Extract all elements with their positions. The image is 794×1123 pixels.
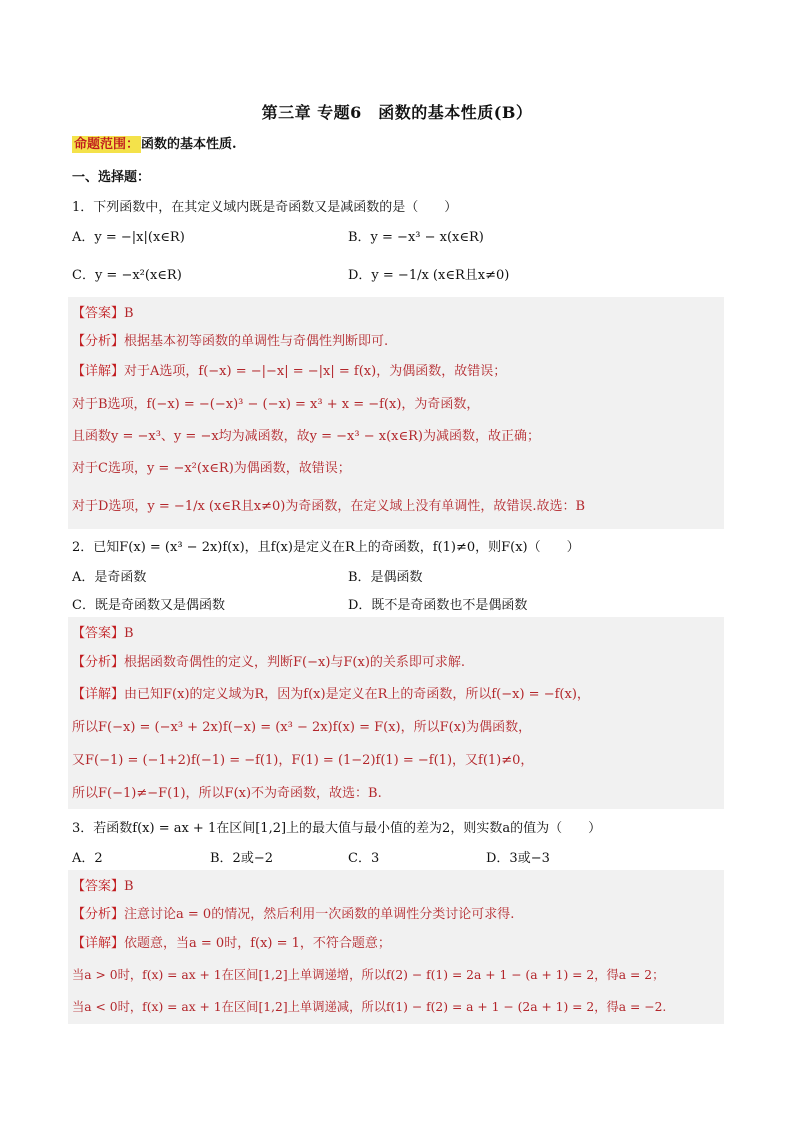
- q2-detail-4: 所以F(−1)≠−F(1)，所以F(x)不为奇函数，故选：B.: [72, 786, 382, 801]
- q2-option-d: D．既不是奇函数也不是偶函数: [348, 598, 528, 613]
- q3-option-b: B．2或−2: [210, 851, 273, 866]
- q1-stem: 1．下列函数中，在其定义域内既是奇函数又是减函数的是（ ）: [72, 200, 458, 215]
- q2-stem: 2．已知F(x) = (x³ − 2x)f(x)，且f(x)是定义在R上的奇函数，f(1)≠0，则F(x)（ ）: [72, 540, 580, 555]
- scope-line: [72, 133, 237, 152]
- q1-detail-2: 对于B选项，f(−x) = −(−x)³ − (−x) = x³ + x = −f(x)，为奇函数，: [72, 397, 480, 412]
- q3-detail-2: 当a > 0时，f(x) = ax + 1在区间[1,2]上单调递增，所以f(2) − f(1) = 2a + 1 − (a + 1) = 2，得a = 2；: [72, 968, 665, 982]
- q2-detail-1: 【详解】由已知F(x)的定义域为R，因为f(x)是定义在R上的奇函数，所以f(−x) = −f(x)，: [72, 687, 590, 702]
- q1-detail-4: 对于C选项，y = −x²(x∈R)为偶函数，故错误；: [72, 461, 351, 476]
- q1-answer: 【答案】B: [72, 306, 134, 321]
- q3-option-a: A．2: [72, 851, 103, 866]
- q3-answer: 【答案】B: [72, 879, 134, 894]
- q1-option-c: C．y = −x²(x∈R): [72, 268, 182, 283]
- q2-option-a: A．是奇函数: [72, 570, 147, 585]
- q3-detail-1: 【详解】依题意，当a = 0时，f(x) = 1，不符合题意；: [72, 936, 391, 951]
- q3-detail-3: 当a < 0时，f(x) = ax + 1在区间[1,2]上单调递减，所以f(1) − f(2) = a + 1 − (2a + 1) = 2，得a = −2.: [72, 1000, 667, 1014]
- q2-solution-block: [68, 617, 724, 809]
- q1-detail-1: 【详解】对于A选项，f(−x) = −|−x| = −|x| = f(x)，为偶函数，故错误；: [72, 364, 507, 379]
- q2-option-b: B．是偶函数: [348, 570, 423, 585]
- q1-option-a: A．y = −|x|(x∈R): [72, 230, 185, 245]
- q1-option-d: D．y = −1/x (x∈R且x≠0): [348, 268, 510, 283]
- page-title: 第三章 专题6 函数的基本性质(B）: [261, 103, 533, 122]
- q1-analysis: 【分析】根据基本初等函数的单调性与奇偶性判断即可.: [72, 334, 389, 349]
- q2-detail-2: 所以F(−x) = (−x³ + 2x)f(−x) = (x³ − 2x)f(x) = F(x)，所以F(x)为偶函数，: [72, 720, 532, 735]
- q1-detail-5: 对于D选项，y = −1/x (x∈R且x≠0)为奇函数，在定义域上没有单调性，故错误.故选：B: [72, 499, 585, 514]
- q3-stem: 3．若函数f(x) = ax + 1在区间[1,2]上的最大值与最小值的差为2，则实数a的值为（ ）: [72, 821, 602, 836]
- scope-label: 命题范围：: [74, 137, 140, 152]
- q1-option-b: B．y = −x³ − x(x∈R): [348, 230, 484, 245]
- scope-text: 函数的基本性质.: [141, 137, 237, 152]
- q3-option-c: C．3: [348, 851, 380, 866]
- q3-analysis: 【分析】注意讨论a = 0的情况，然后利用一次函数的单调性分类讨论可求得.: [72, 907, 515, 922]
- section-heading: 一、选择题：: [72, 170, 151, 185]
- q2-option-c: C．既是奇函数又是偶函数: [72, 598, 225, 613]
- q2-detail-3: 又F(−1) = (−1+2)f(−1) = −f(1)，F(1) = (1−2)f(1) = −f(1)，又f(1)≠0，: [72, 753, 534, 768]
- q1-detail-3: 且函数y = −x³、y = −x均为减函数，故y = −x³ − x(x∈R)为减函数，故正确；: [72, 429, 540, 444]
- q2-analysis: 【分析】根据函数奇偶性的定义，判断F(−x)与F(x)的关系即可求解.: [72, 655, 466, 670]
- q2-answer: 【答案】B: [72, 626, 134, 641]
- q3-option-d: D．3或−3: [486, 851, 550, 866]
